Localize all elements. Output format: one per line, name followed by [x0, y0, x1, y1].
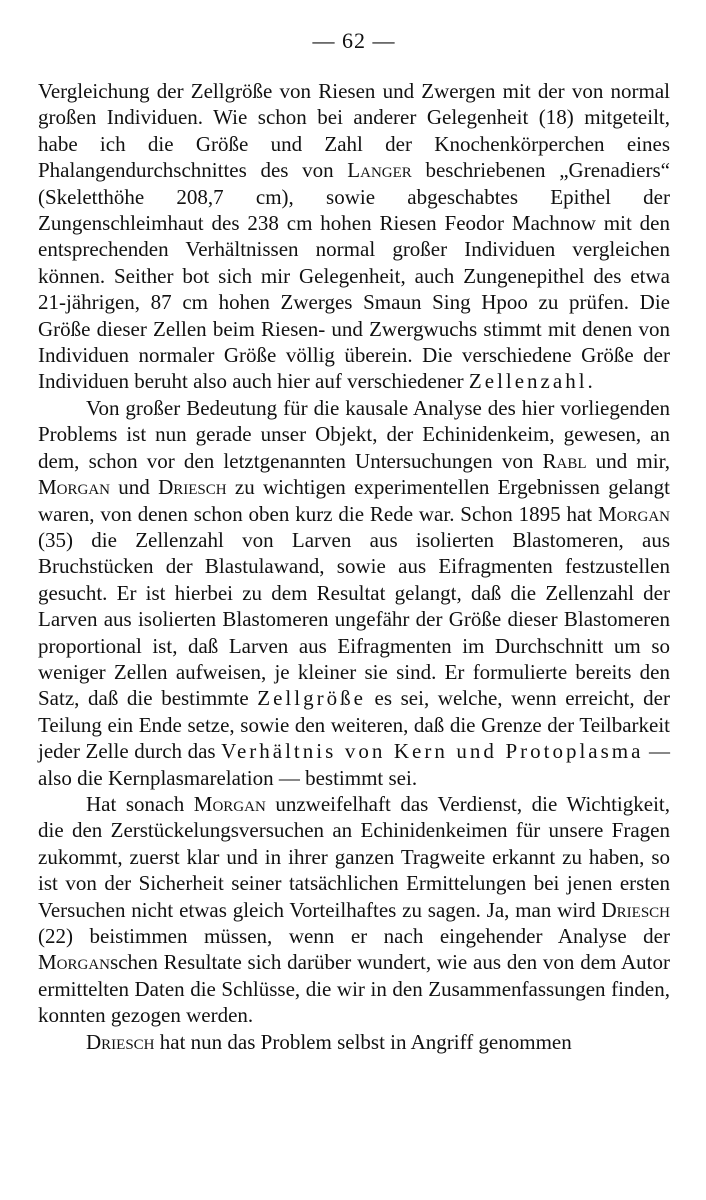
paragraph-2 [38, 395, 670, 791]
emphasized-text: Verhältnis von Kern und Protoplasma [221, 739, 644, 764]
document-page [38, 26, 670, 1055]
paragraph-1 [38, 78, 670, 395]
text-run: Hat sonach [86, 791, 194, 816]
text-run: es sei, welche, wenn erreicht, der Teilung ein Ende setze, sowie den weiteren, daß die Grenze der Teilbarkeit jeder Zelle durch das [38, 686, 670, 764]
author-name: Morgan [597, 501, 670, 526]
text-run: und mir, [586, 448, 670, 473]
paragraph-3 [38, 791, 670, 1029]
author-name: Driesch [86, 1029, 155, 1054]
paragraph-4 [38, 1029, 670, 1055]
text-run: schen Resultate sich darüber wundert, wie aus den von dem Autor ermittelten Daten die Schlüsse, die wir in den Zusammenfassungen finden, konnten gezogen werden. [38, 950, 670, 1028]
text-run: . [587, 369, 593, 394]
author-name: Langer [347, 158, 412, 183]
author-name: Driesch [158, 475, 227, 500]
text-run: (22) beistimmen müssen, wenn er nach eingehender Analyse der [38, 924, 670, 948]
text-run: und [110, 475, 159, 500]
text-run: zu wichtigen experimentellen Ergebnissen gelangt waren, von denen schon oben kurz die Rede war. Schon 1895 hat [38, 475, 671, 526]
text-run: unzweifelhaft das Verdienst, die Wichtigkeit, die den Zerstückelungsversuchen an Echinidenkeimen für unsere Fragen zukommt, zuerst klar und in ihrer ganzen Tragweite erkannt zu haben, so ist von der Sicherheit seiner tatsächlichen Ermittelungen bei jenen ersten Versuchen nicht etwas gleich Vorteilhaftes zu sagen. Ja, man wird [38, 791, 671, 922]
text-run: beschriebenen „Grenadiers“ (Skeletthöhe 208,7 cm), sowie abgeschabtes Epithel der Zungenschleimhaut des 238 cm hohen Riesen Feodor Machnow mit den entsprechenden Verhältnissen normal großer Individuen vergleichen können. Seither bot sich mir Gelegenheit, auch Zungenepithel des etwa 21-jährigen, 87 cm hohen Zwerges Smaun Sing Hpoo zu prüfen. Die Größe dieser Zellen beim Riesen- und Zwergwuchs stimmt mit denen von Individuen normaler Größe völlig überein. Die verschiedene Größe der Individuen beruht also auch hier auf verschiedener [38, 158, 670, 394]
text-run: (35) die Zellenzahl von Larven aus isolierten Blastomeren, aus Bruchstücken der Blastulawand, sowie aus Eifragmenten festzustellen gesucht. Er ist hierbei zu dem Resultat gelangt, daß die Zellenzahl der Larven aus isolierten Blastomeren ungefähr der Größe dieser Blastomeren proportional ist, daß Larven aus Eifragmenten im Durchschnitt um so weniger Zellen aufweisen, je kleiner sie sind. Er formulierte bereits den Satz, daß die bestimmte [38, 527, 670, 711]
body-text [38, 78, 670, 1055]
text-run: — also die Kernplasmarelation — bestimmt sei. [38, 739, 671, 790]
author-name: Rabl [542, 448, 587, 473]
author-name: Morgan [38, 475, 111, 500]
emphasized-text: Zellgröße [257, 686, 366, 711]
text-run: Von großer Bedeutung für die kausale Analyse des hier vorliegenden Problems ist nun gerade unser Objekt, der Echinidenkeim, gewesen, an dem, schon vor den letztgenannten Untersuchungen von [38, 395, 670, 473]
author-name: Morgan [193, 791, 266, 816]
author-name: Driesch [601, 897, 670, 922]
text-run: hat nun das Problem selbst in Angriff genommen [154, 1029, 572, 1054]
page-number: — 62 — [312, 28, 396, 53]
text-run: Vergleichung der Zellgröße von Riesen und Zwergen mit der von normal großen Individuen. Wie schon bei anderer Gelegenheit (18) mitgeteilt, habe ich die Größe und Zahl der Knochenkörperchen eines Phalangendurchschnittes des von [38, 79, 670, 183]
author-name: Morgan [38, 950, 111, 975]
emphasized-text: Zellenzahl [468, 369, 588, 394]
